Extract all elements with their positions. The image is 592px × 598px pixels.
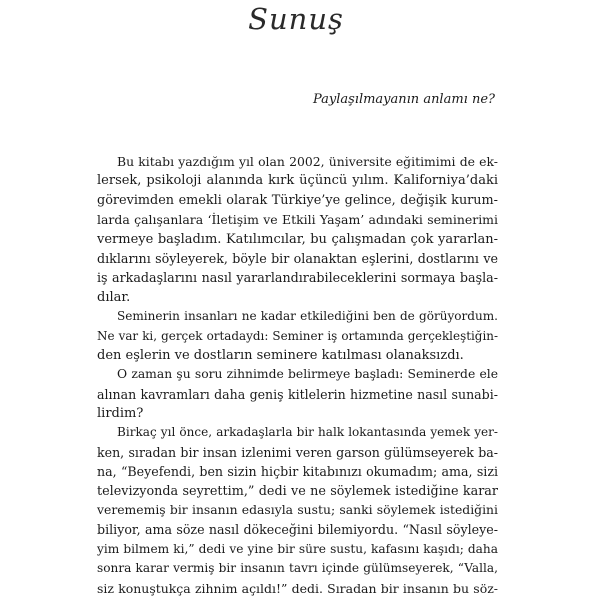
text-line: ken, sıradan bir insan izlenimi veren garson gülümseyerek ba- <box>97 444 498 460</box>
text-line: dılar. <box>97 289 131 305</box>
text-line: lirdim? <box>97 406 144 422</box>
text-line: alınan kavramları daha geniş kitlelerin hizmetine nasıl sunabi- <box>97 386 498 402</box>
text-line: dıklarını söyleyerek, böyle bir olanaktan eşlerini, dostlarını ve <box>97 250 498 266</box>
text-line: den eşlerin ve dostların seminere katılması olanaksızdı. <box>97 347 464 363</box>
text-line: verememiş bir insanın edasıyla sustu; sanki söylemek istediğini <box>97 503 498 518</box>
paragraph <box>97 423 498 598</box>
text-line: görevimden emekli olarak Türkiye’ye gelince, değişik kurum- <box>97 192 498 208</box>
text-line: vermeye başladım. Katılımcılar, bu çalışmadan çok yararlan- <box>97 231 498 247</box>
text-line: siz konuştukça zihnim açıldı!” dedi. Sıradan bir insanın bu söz- <box>97 580 498 596</box>
text-line: sonra karar vermiş bir insanın tavrı içinde gülümseyerek, “Valla, <box>97 561 498 576</box>
text-line: na, “Beyefendi, ben sizin hiçbir kitabınızı okumadım; ama, sizi <box>97 464 498 480</box>
epigraph: Paylaşılmayanın anlamı ne? <box>312 92 495 107</box>
paragraph <box>97 307 498 365</box>
body-text <box>97 152 498 598</box>
text-line: biliyor, ama söze nasıl dökeceğini bilemiyordu. “Nasıl söyleye- <box>97 522 498 538</box>
paragraph <box>97 365 498 423</box>
text-line: yim bilmem ki,” dedi ve yine bir süre sustu, kafasını kaşıdı; daha <box>97 541 498 556</box>
text-line: lersek, psikoloji alanında kırk üçüncü yılım. Kaliforniya’daki <box>97 173 498 189</box>
paragraph <box>97 152 498 307</box>
text-line: Birkaç yıl önce, arkadaşlarla bir halk lokantasında yemek yer- <box>117 425 498 440</box>
text-line: larda çalışanlara ‘İletişim ve Etkili Yaşam’ adındaki seminerimi <box>97 212 498 228</box>
chapter-title: Sunuş <box>248 2 344 36</box>
text-line: O zaman şu soru zihnimde belirmeye başladı: Seminerde ele <box>117 367 498 382</box>
text-line: iş arkadaşlarını nasıl yararlandırabileceklerini sormaya başla- <box>97 270 498 286</box>
text-line: Ne var ki, gerçek ortadaydı: Seminer iş ortamında gerçekleştiğin- <box>97 328 498 343</box>
text-line: Bu kitabı yazdığım yıl olan 2002, üniversite eğitimimi de ek- <box>117 154 498 169</box>
text-line: Seminerin insanları ne kadar etkilediğini ben de görüyordum. <box>117 309 498 324</box>
text-line: televizyonda seyrettim,” dedi ve ne söylemek istediğine karar <box>97 483 498 499</box>
